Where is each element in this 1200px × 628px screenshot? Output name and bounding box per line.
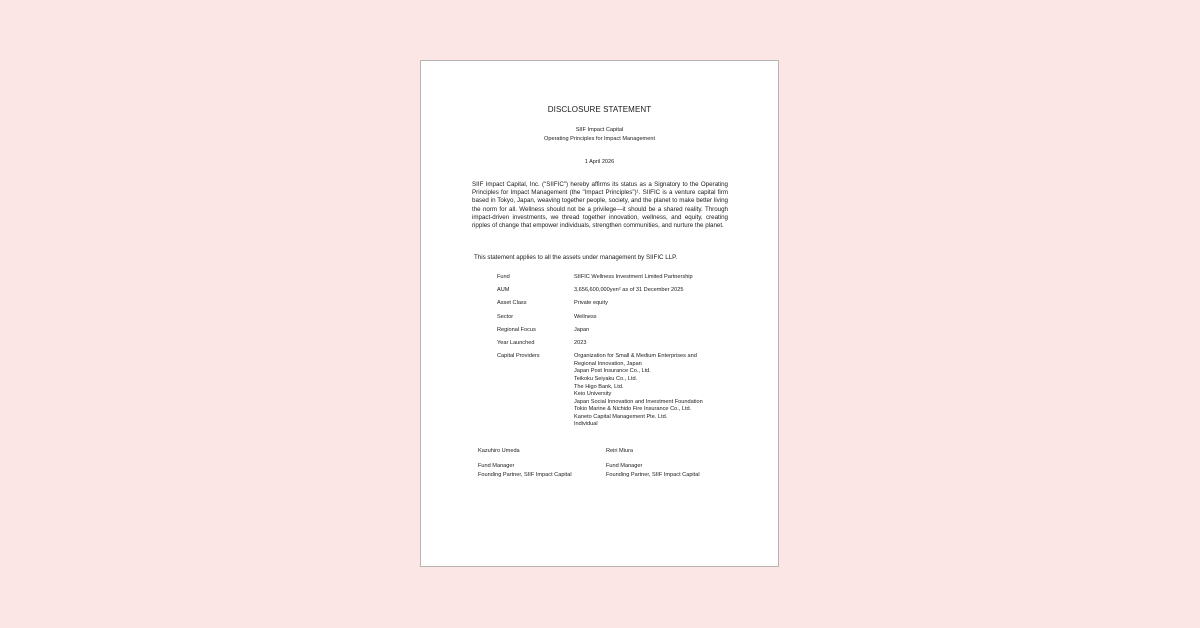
fund-row [497, 274, 747, 282]
regional-focus-row [497, 327, 747, 335]
year-launched-row [497, 340, 747, 348]
capital-provider: Tokio Marine & Nichido Fire Insurance Co., Ltd. [574, 406, 692, 413]
body-paragraph: SIIF Impact Capital, Inc. ("SIIFIC") hereby affirms its status as a Signatory to the Operating Principles for Impact Management (the "Impact Principles")¹. SIIFIC is a venture capital firm based in Tokyo, Japan, weaving together people, society, and the planet to make better living the norm for all. Wellness should not be a privilege—it should be a shared reality. Through impact-driven investments, we thread together innovation, wellness, and equity, creating ripples of change that empower individuals, strengthen communities, and nurture the planet. [472, 181, 728, 230]
sector-label: Sector [497, 313, 514, 320]
capital-provider: Kaneto Capital Management Pte. Ltd. [574, 413, 668, 420]
statement-date: 1 April 2026 [584, 159, 615, 165]
signatory-right [606, 448, 700, 482]
capital-provider: Keio University [574, 391, 612, 398]
signatory-name: Kazuhiro Umeda [478, 448, 520, 454]
aum-row [497, 287, 747, 295]
capital-provider: Regional Innovation, Japan [574, 360, 642, 367]
capital-provider: Japan Social Innovation and Investment Foundation [574, 398, 703, 405]
signatory-left [478, 448, 572, 482]
fund-value: SIIFIC Wellness Investment Limited Partnership [574, 274, 693, 280]
sector-value: Wellness [574, 313, 597, 320]
fund-label: Fund [497, 274, 510, 280]
organization-name: SIIF Impact Capital [575, 127, 624, 133]
signatory-title: Founding Partner, SIIF Impact Capital [478, 472, 572, 479]
asset-class-row [497, 300, 747, 308]
capital-provider: Organization for Small & Medium Enterprises and [574, 353, 697, 360]
capital-provider: The Higo Bank, Ltd. [574, 383, 624, 390]
capital-providers-list [574, 353, 747, 429]
regional-focus-label: Regional Focus [497, 326, 536, 333]
aum-value: 3,656,600,000yen² as of 31 December 2025 [574, 287, 684, 294]
statement-body [472, 181, 728, 230]
capital-provider: Japan Post Insurance Co., Ltd. [574, 368, 651, 375]
asset-class-value: Private equity [574, 300, 608, 307]
document-page [420, 60, 779, 567]
document-title: DISCLOSURE STATEMENT [547, 105, 652, 114]
principles-name: Operating Principles for Impact Management [544, 136, 655, 142]
aum-label: AUM [497, 287, 510, 294]
capital-provider: Teikoku Seiyaku Co., Ltd. [574, 375, 638, 382]
regional-focus-value: Japan [574, 326, 590, 333]
year-launched-label: Year Launched [497, 339, 535, 346]
signatory-title: Founding Partner, SIIF Impact Capital [606, 472, 700, 479]
asset-class-label: Asset Class [497, 300, 527, 307]
signatory-name: Reiri Miura [606, 448, 634, 454]
capital-provider: Individual [574, 421, 598, 428]
capital-providers-row [497, 353, 747, 429]
signatory-role: Fund Manager [478, 462, 515, 469]
signatory-role: Fund Manager [606, 462, 643, 469]
fund-details-table [497, 274, 747, 435]
capital-providers-label: Capital Providers [497, 353, 540, 360]
sector-row [497, 314, 747, 322]
year-launched-value: 2023 [574, 339, 587, 346]
scope-statement: This statement applies to all the assets under management by SIIFIC LLP. [474, 254, 678, 261]
